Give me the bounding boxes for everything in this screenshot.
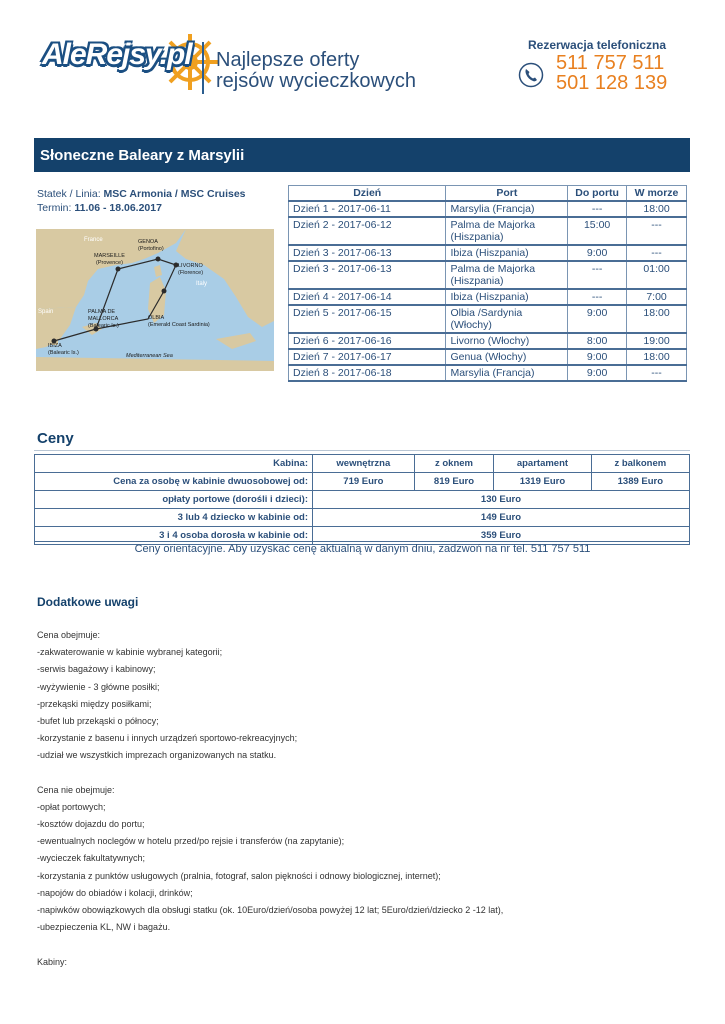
remarks-heading: Dodatkowe uwagi bbox=[37, 595, 139, 609]
remark-line: -ubezpieczenia KL, NW i bagażu. bbox=[37, 922, 171, 933]
table-row bbox=[289, 349, 687, 365]
adult-label: 3 i 4 osoba dorosła w kabinie od: bbox=[35, 527, 313, 545]
remark-line bbox=[37, 937, 503, 954]
prices-row-cabins bbox=[35, 455, 690, 473]
port-fees-label: opłaty portowe (dorośli i dzieci): bbox=[35, 491, 313, 509]
child-label: 3 lub 4 dziecko w kabinie od: bbox=[35, 509, 313, 527]
cell-day: Dzień 6 - 2017-06-16 bbox=[289, 333, 446, 349]
cabin-type: apartament bbox=[494, 455, 591, 473]
map-label-sea: Mediterranean Sea bbox=[126, 353, 173, 359]
table-row bbox=[289, 201, 687, 217]
remark-line: Kabiny: bbox=[37, 956, 68, 967]
table-row bbox=[289, 261, 687, 289]
cell-day: Dzień 2 - 2017-06-12 bbox=[289, 217, 446, 245]
term-label: Termin: bbox=[37, 202, 72, 214]
cell-port: Olbia /Sardynia (Włochy) bbox=[446, 305, 568, 333]
table-row bbox=[289, 289, 687, 305]
remark-line: -ewentualnych noclegów w hotelu przed/po rejsie i transferów (na zapytanie); bbox=[37, 836, 345, 847]
cell-day: Dzień 8 - 2017-06-18 bbox=[289, 365, 446, 381]
cell-departure: --- bbox=[627, 217, 687, 245]
remark-line: -napojów do obiadów i kolacji, drinków; bbox=[37, 887, 193, 898]
col-header-port: Port bbox=[446, 186, 568, 202]
table-row bbox=[289, 245, 687, 261]
cabin-label: Kabina: bbox=[35, 455, 313, 473]
phone-icon bbox=[518, 62, 544, 88]
price-cell: 1389 Euro bbox=[591, 473, 689, 491]
cell-departure: 7:00 bbox=[627, 289, 687, 305]
map-label-balearic: (Balearic Is.) bbox=[88, 323, 119, 329]
tagline-line-2: rejsów wycieczkowych bbox=[216, 70, 417, 92]
table-row bbox=[289, 365, 687, 381]
remark-line: -serwis bagażowy i kabinowy; bbox=[37, 664, 156, 675]
ship-label: Statek / Linia: bbox=[37, 188, 101, 200]
itinerary-table bbox=[288, 185, 687, 382]
map-label-emerald: (Emerald Coast Sardinia) bbox=[148, 322, 210, 328]
cell-departure: --- bbox=[627, 245, 687, 261]
prices-table bbox=[34, 454, 690, 545]
cell-port: Genua (Włochy) bbox=[446, 349, 568, 365]
page-header bbox=[0, 0, 725, 125]
price-cell: 1319 Euro bbox=[494, 473, 591, 491]
cell-arrival: --- bbox=[568, 261, 627, 289]
cell-day: Dzień 4 - 2017-06-14 bbox=[289, 289, 446, 305]
cell-arrival: 9:00 bbox=[568, 305, 627, 333]
remark-line: -bufet lub przekąski o północy; bbox=[37, 715, 159, 726]
cell-departure: 18:00 bbox=[627, 305, 687, 333]
tagline bbox=[216, 50, 416, 92]
cell-departure: --- bbox=[627, 365, 687, 381]
cell-port: Marsylia (Francja) bbox=[446, 365, 568, 381]
remark-line: -korzystania z punktów usługowych (pralnia, fotograf, salon piękności i odnowy biologicznej, internet); bbox=[37, 870, 441, 881]
cell-port: Livorno (Włochy) bbox=[446, 333, 568, 349]
cell-arrival: 9:00 bbox=[568, 365, 627, 381]
tagline-line-1: Najlepsze oferty bbox=[216, 49, 360, 71]
price-cell: 719 Euro bbox=[313, 473, 415, 491]
remark-line: Cena obejmuje: bbox=[37, 630, 101, 640]
cell-arrival: 9:00 bbox=[568, 349, 627, 365]
remark-line bbox=[37, 766, 503, 783]
col-header-arrival: Do portu bbox=[568, 186, 627, 202]
cell-day: Dzień 3 - 2017-06-13 bbox=[289, 261, 446, 289]
price-note: Ceny orientacyjne. Aby uzyskać cenę aktualną w danym dniu, zadzwoń na nr tel. 511 757 511 bbox=[134, 543, 591, 555]
prices-row-port-fees bbox=[35, 491, 690, 509]
map-label-portofino: (Portofino) bbox=[138, 246, 164, 252]
cell-port: Palma de Majorka (Hiszpania) bbox=[446, 261, 568, 289]
map-label-florence: (Florence) bbox=[178, 270, 204, 276]
ship-value: MSC Armonia / MSC Cruises bbox=[103, 188, 246, 200]
cell-arrival: --- bbox=[568, 289, 627, 305]
map-label-spain: Spain bbox=[38, 309, 54, 315]
remark-line: -kosztów dojazdu do portu; bbox=[37, 819, 145, 830]
map-label-ibiza: IBIZA bbox=[48, 343, 62, 349]
map-label-marseille: MARSEILLE bbox=[94, 253, 125, 259]
table-row bbox=[289, 217, 687, 245]
ship-info bbox=[37, 187, 246, 215]
cell-departure: 19:00 bbox=[627, 333, 687, 349]
cabin-type: wewnętrzna bbox=[313, 455, 415, 473]
phone-reservation bbox=[518, 38, 698, 94]
cell-port: Marsylia (Francja) bbox=[446, 201, 568, 217]
phone-number-2[interactable]: 501 128 139 bbox=[556, 72, 668, 94]
cell-departure: 18:00 bbox=[627, 349, 687, 365]
map-label-genoa: GENOA bbox=[138, 239, 158, 245]
table-row bbox=[289, 305, 687, 333]
cabin-type: z oknem bbox=[414, 455, 494, 473]
cell-arrival: 15:00 bbox=[568, 217, 627, 245]
prices-row-per-person bbox=[35, 473, 690, 491]
cell-arrival: 8:00 bbox=[568, 333, 627, 349]
map-label-provence: (Provence) bbox=[96, 260, 123, 266]
cell-day: Dzień 7 - 2017-06-17 bbox=[289, 349, 446, 365]
cell-departure: 01:00 bbox=[627, 261, 687, 289]
prices-divider bbox=[34, 450, 690, 451]
adult-value: 359 Euro bbox=[313, 527, 690, 545]
map-label-palma1: PALMA DE bbox=[88, 309, 116, 315]
per-person-label: Cena za osobę w kabinie dwuosobowej od: bbox=[35, 473, 313, 491]
map-label-france: France bbox=[84, 237, 103, 243]
remark-line: -wycieczek fakultatywnych; bbox=[37, 853, 146, 864]
cell-arrival: 9:00 bbox=[568, 245, 627, 261]
cell-day: Dzień 5 - 2017-06-15 bbox=[289, 305, 446, 333]
remark-line: -korzystanie z basenu i innych urządzeń sportowo-rekreacyjnych; bbox=[37, 733, 298, 744]
map-label-italy: Italy bbox=[196, 281, 208, 287]
prices-row-adult bbox=[35, 527, 690, 545]
map-label-palma2: MALLORCA bbox=[88, 316, 119, 322]
map-label-olbia: OLBIA bbox=[148, 315, 165, 321]
site-logo[interactable] bbox=[42, 32, 202, 102]
prices-row-child bbox=[35, 509, 690, 527]
phone-number-1[interactable]: 511 757 511 bbox=[556, 52, 665, 74]
phone-title: Rezerwacja telefoniczna bbox=[528, 38, 667, 52]
map-label-balearic2: (Balearic Is.) bbox=[48, 350, 79, 356]
remark-line: Cena nie obejmuje: bbox=[37, 784, 115, 795]
header-divider bbox=[202, 42, 204, 94]
cell-port: Ibiza (Hiszpania) bbox=[446, 245, 568, 261]
remark-line: -wyżywienie - 3 główne posiłki; bbox=[37, 681, 160, 692]
child-value: 149 Euro bbox=[313, 509, 690, 527]
price-cell: 819 Euro bbox=[414, 473, 494, 491]
remarks-list bbox=[37, 628, 503, 972]
itinerary-header-row bbox=[289, 186, 687, 202]
route-map bbox=[36, 229, 274, 371]
remark-line: -opłat portowych; bbox=[37, 801, 106, 812]
table-row bbox=[289, 333, 687, 349]
term-value: 11.06 - 18.06.2017 bbox=[74, 202, 162, 214]
cell-port: Palma de Majorka (Hiszpania) bbox=[446, 217, 568, 245]
cell-arrival: --- bbox=[568, 201, 627, 217]
prices-heading: Ceny bbox=[37, 430, 74, 447]
cell-departure: 18:00 bbox=[627, 201, 687, 217]
remark-line: -zakwaterowanie w kabinie wybranej kategorii; bbox=[37, 647, 223, 658]
map-label-livorno: LIVORNO bbox=[178, 263, 203, 269]
port-fees-value: 130 Euro bbox=[313, 491, 690, 509]
remark-line: -przekąski między posiłkami; bbox=[37, 698, 152, 709]
cell-day: Dzień 3 - 2017-06-13 bbox=[289, 245, 446, 261]
logo-text: AleRejsy.pl bbox=[42, 38, 192, 71]
remark-line: -udział we wszystkich imprezach organizowanych na statku. bbox=[37, 750, 277, 761]
col-header-day: Dzień bbox=[289, 186, 446, 202]
cabin-type: z balkonem bbox=[591, 455, 689, 473]
cell-port: Ibiza (Hiszpania) bbox=[446, 289, 568, 305]
cruise-title: Słoneczne Baleary z Marsylii bbox=[34, 138, 690, 172]
col-header-departure: W morze bbox=[627, 186, 687, 202]
cell-day: Dzień 1 - 2017-06-11 bbox=[289, 201, 446, 217]
remark-line: -napiwków obowiązkowych dla obsługi statku (ok. 10Euro/dzień/osoba powyżej 12 lat; 5Euro/dzień/dziecko 2 -12 lat), bbox=[37, 905, 504, 915]
